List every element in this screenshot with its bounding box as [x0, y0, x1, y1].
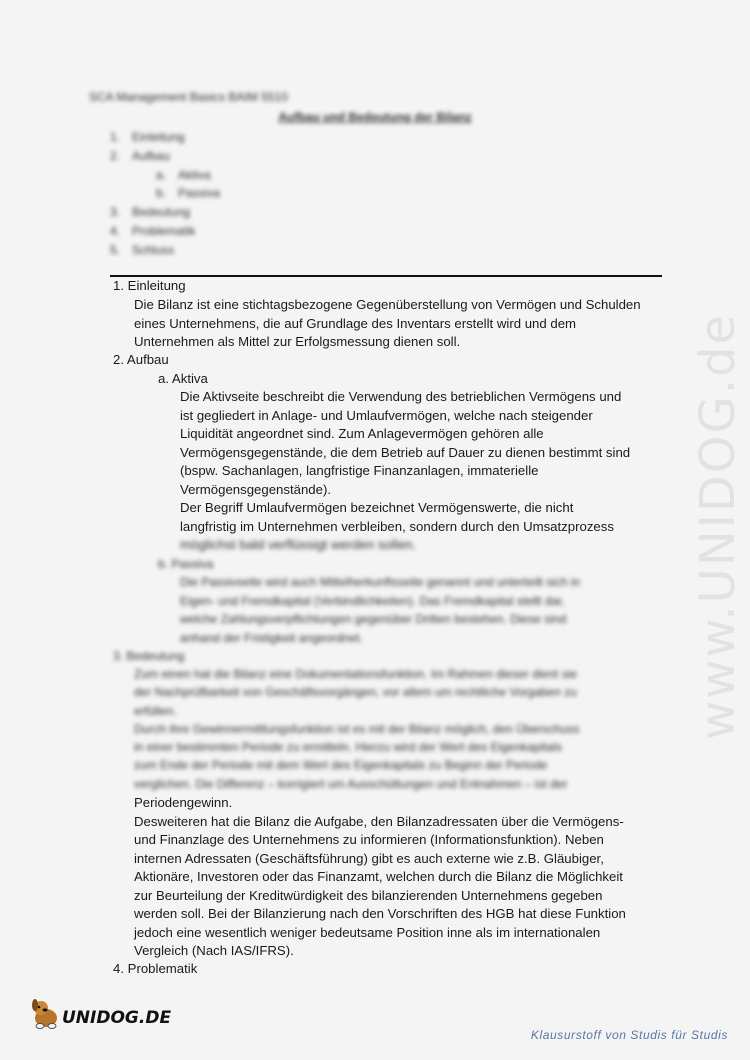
document-title: Aufbau und Bedeutung der Bilanz	[278, 110, 472, 124]
paragraph-bedeutung: Periodengewinn. Desweiteren hat die Bilanz die Aufgabe, den Bilanzadressaten über die Vermögens- und Finanzlage des Unternehmens zu informieren (Informationsfunktion). Neben internen Adressaten (Geschäftsführung) gibt es auch externe wie z.B. Gläubiger, Aktionäre, Investoren oder das Finanzamt, welchen durch die Bilanz die Möglichkeit zur Beurteilung der Kreditwürdigkeit des bilanzierenden Unternehmens gegeben werden soll. Bei der Bilanzierung nach den Vorschriften des HGB hat diese Funktion jedoch eine wesentlich weniger bedeutsame Position inne als im internationalen Vergleich (Nach IAS/IFRS).	[134, 795, 626, 958]
unidog-logo	[30, 996, 180, 1030]
section-heading-einleitung: 1. Einleitung	[113, 278, 186, 293]
paragraph-einleitung: Die Bilanz ist eine stichtagsbezogene Gegenüberstellung von Vermögen und Schulden eines Unternehmens, die auf Grundlage des Inventars erstellt wird und dem Unternehmen als Mittel zur Erfolgsmessung dienen soll.	[134, 297, 641, 349]
course-header: SCA Management Basics BAIM 5510	[89, 90, 288, 104]
toc-subitem: a. Aktiva	[156, 167, 211, 182]
toc-item: 3. Bedeutung	[110, 205, 191, 220]
table-of-contents	[110, 128, 220, 260]
toc-item: 2. Aufbau	[110, 148, 171, 163]
watermark-text: www.UNIDOG.de	[690, 312, 746, 740]
toc-subitem: b. Passiva	[156, 186, 221, 201]
section-divider	[110, 275, 662, 277]
toc-item: 4. Problematik	[110, 223, 196, 238]
section-heading-problematik: 4. Problematik	[113, 961, 198, 976]
subsection-heading-aktiva: a. Aktiva	[158, 371, 208, 386]
paragraph-passiva: Die Passivseite wird auch Mittelherkunftsseite genannt und unterteilt sich in Eigen- und Fremdkapital (Verbindlichkeiten). Das Fremdkapital stellt dar, welche Zahlungsverpflichtungen gegenüber Dritten bestehen. Diese sind anhand der Fristigkeit angeordnet.	[180, 575, 581, 645]
toc-item: 5. Schluss	[110, 242, 175, 257]
paragraph-bedeutung-blurred: Zum einen hat die Bilanz eine Dokumentationsfunktion. Im Rahmen dieser dient sie der Nachprüfbarkeit von Geschäftsvorgängen, vor allem um rechtliche Vorgaben zu erfüllen. Durch ihre Gewinnermittlungsfunktion ist es mit der Bilanz möglich, den Überschuss in einer bestimmten Periode zu ermitteln. Hierzu wird der Wert des Eigenkapitals zum Ende der Periode mit dem Wert des Eigenkapitals zu Beginn der Periode verglichen. Die Differenz – korrigiert um Ausschüttungen und Entnahmen – ist der	[134, 667, 580, 791]
section-heading-bedeutung: 3. Bedeutung	[113, 649, 185, 663]
subsection-heading-passiva: b. Passiva	[158, 557, 214, 571]
svg-text:UNIDOG.DE: UNIDOG.DE	[62, 1008, 172, 1028]
toc-item: 1. Einleitung	[110, 130, 185, 144]
section-heading-aufbau: 2. Aufbau	[113, 352, 169, 367]
footer-tagline: Klausurstoff von Studis für Studis	[530, 1028, 728, 1042]
dog-icon	[30, 996, 180, 1030]
paragraph-aktiva: Die Aktivseite beschreibt die Verwendung des betrieblichen Vermögens und ist gegliedert in Anlage- und Umlaufvermögen, welche nach steigender Liquidität angeordnet sind. Zum Anlagevermögen gehören alle Vermögensgegenstände, die dem Betrieb auf Dauer zu dienen bestimmt sind (bspw. Sachanlagen, langfristige Finanzanlagen, immaterielle Vermögensgegenstände). Der Begriff Umlaufvermögen bezeichnet Vermögenswerte, die nicht langfristig im Unternehmen verbleiben, sondern durch den Umsatzprozess möglichst bald verflüssigt werden sollen.	[180, 389, 631, 552]
